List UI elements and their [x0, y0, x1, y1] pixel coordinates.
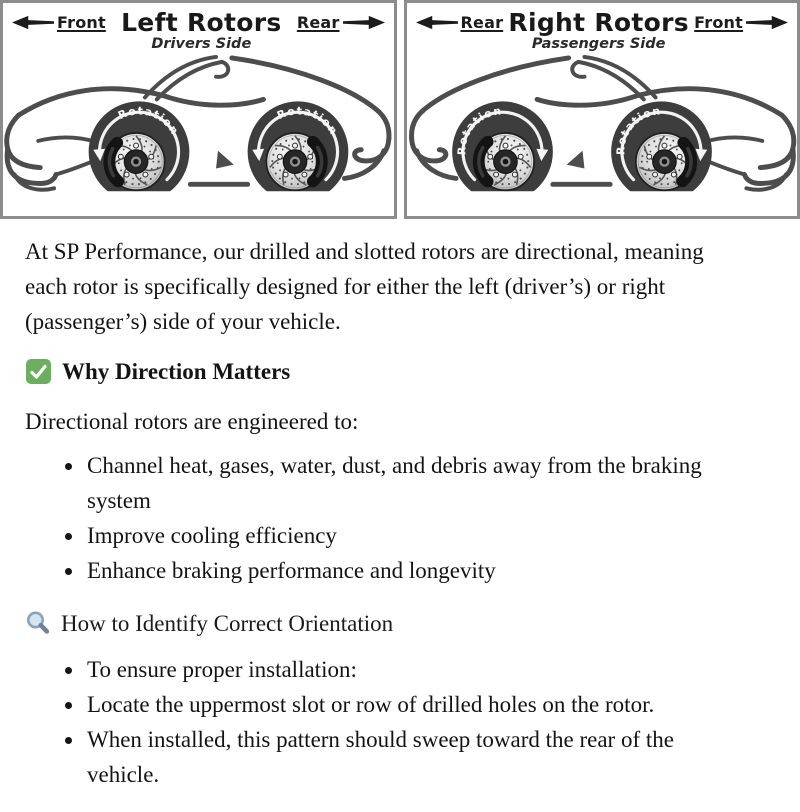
panel-titles [106, 10, 297, 52]
installation-list [25, 652, 770, 792]
list-item: • Enhance braking performance and longevity [85, 553, 735, 588]
rear-direction-label [416, 13, 504, 32]
panel-subtitle: Drivers Side [106, 37, 297, 52]
list-item: • Channel heat, gases, water, dust, and debris away from the braking system [85, 448, 735, 518]
magnifying-glass-icon [25, 610, 52, 637]
heading-text: How to Identify Correct Orientation [61, 608, 393, 639]
right-rotors-panel [404, 0, 800, 219]
svg-text:Rotation: Rotation [614, 104, 662, 155]
right-panel-header [407, 3, 798, 52]
left-panel-header [3, 3, 394, 52]
heading-text: Why Direction Matters [62, 356, 290, 387]
rear-direction-label [297, 13, 385, 32]
svg-text:Rotation: Rotation [116, 104, 181, 137]
panel-title: Right Rotors [503, 10, 694, 35]
direction-label-text: Rear [297, 13, 340, 32]
article-body [0, 234, 800, 812]
intro-paragraph: At SP Performance, our drilled and slotted rotors are directional, meaning each rotor is specifically designed for either the left (driver’s) or right (passenger’s) side of your vehicle. [25, 234, 717, 339]
section-heading-identify-orientation [25, 608, 770, 639]
list-item: • When installed, this pattern should sweep toward the rear of the vehicle. [85, 722, 735, 792]
left-arrow-icon [416, 15, 458, 30]
front-direction-label [12, 13, 106, 32]
right-arrow-icon [746, 15, 788, 30]
list-item: • To ensure proper installation: [85, 652, 735, 687]
car-sketch-left-side [3, 52, 394, 210]
direction-label-text: Rear [461, 13, 504, 32]
car-sketch-right-side [407, 52, 798, 210]
panel-subtitle: Passengers Side [503, 37, 694, 52]
direction-label-text: Front [694, 13, 743, 32]
panel-titles [503, 10, 694, 52]
direction-label-text: Front [57, 13, 106, 32]
benefits-list [25, 448, 770, 588]
left-rotors-panel [0, 0, 397, 219]
right-arrow-icon [343, 15, 385, 30]
svg-text:Rotation: Rotation [455, 104, 503, 155]
panel-title: Left Rotors [106, 10, 297, 35]
list-item: • Improve cooling efficiency [85, 518, 735, 553]
check-mark-icon [25, 358, 52, 385]
section-heading-why-direction-matters [25, 356, 770, 387]
svg-text:Rotation: Rotation [275, 104, 340, 137]
front-direction-label [694, 13, 788, 32]
list-item: • Locate the uppermost slot or row of drilled holes on the rotor. [85, 687, 735, 722]
rotor-direction-diagram [0, 0, 800, 219]
left-arrow-icon [12, 15, 54, 30]
lead-sentence: Directional rotors are engineered to: [25, 404, 770, 439]
